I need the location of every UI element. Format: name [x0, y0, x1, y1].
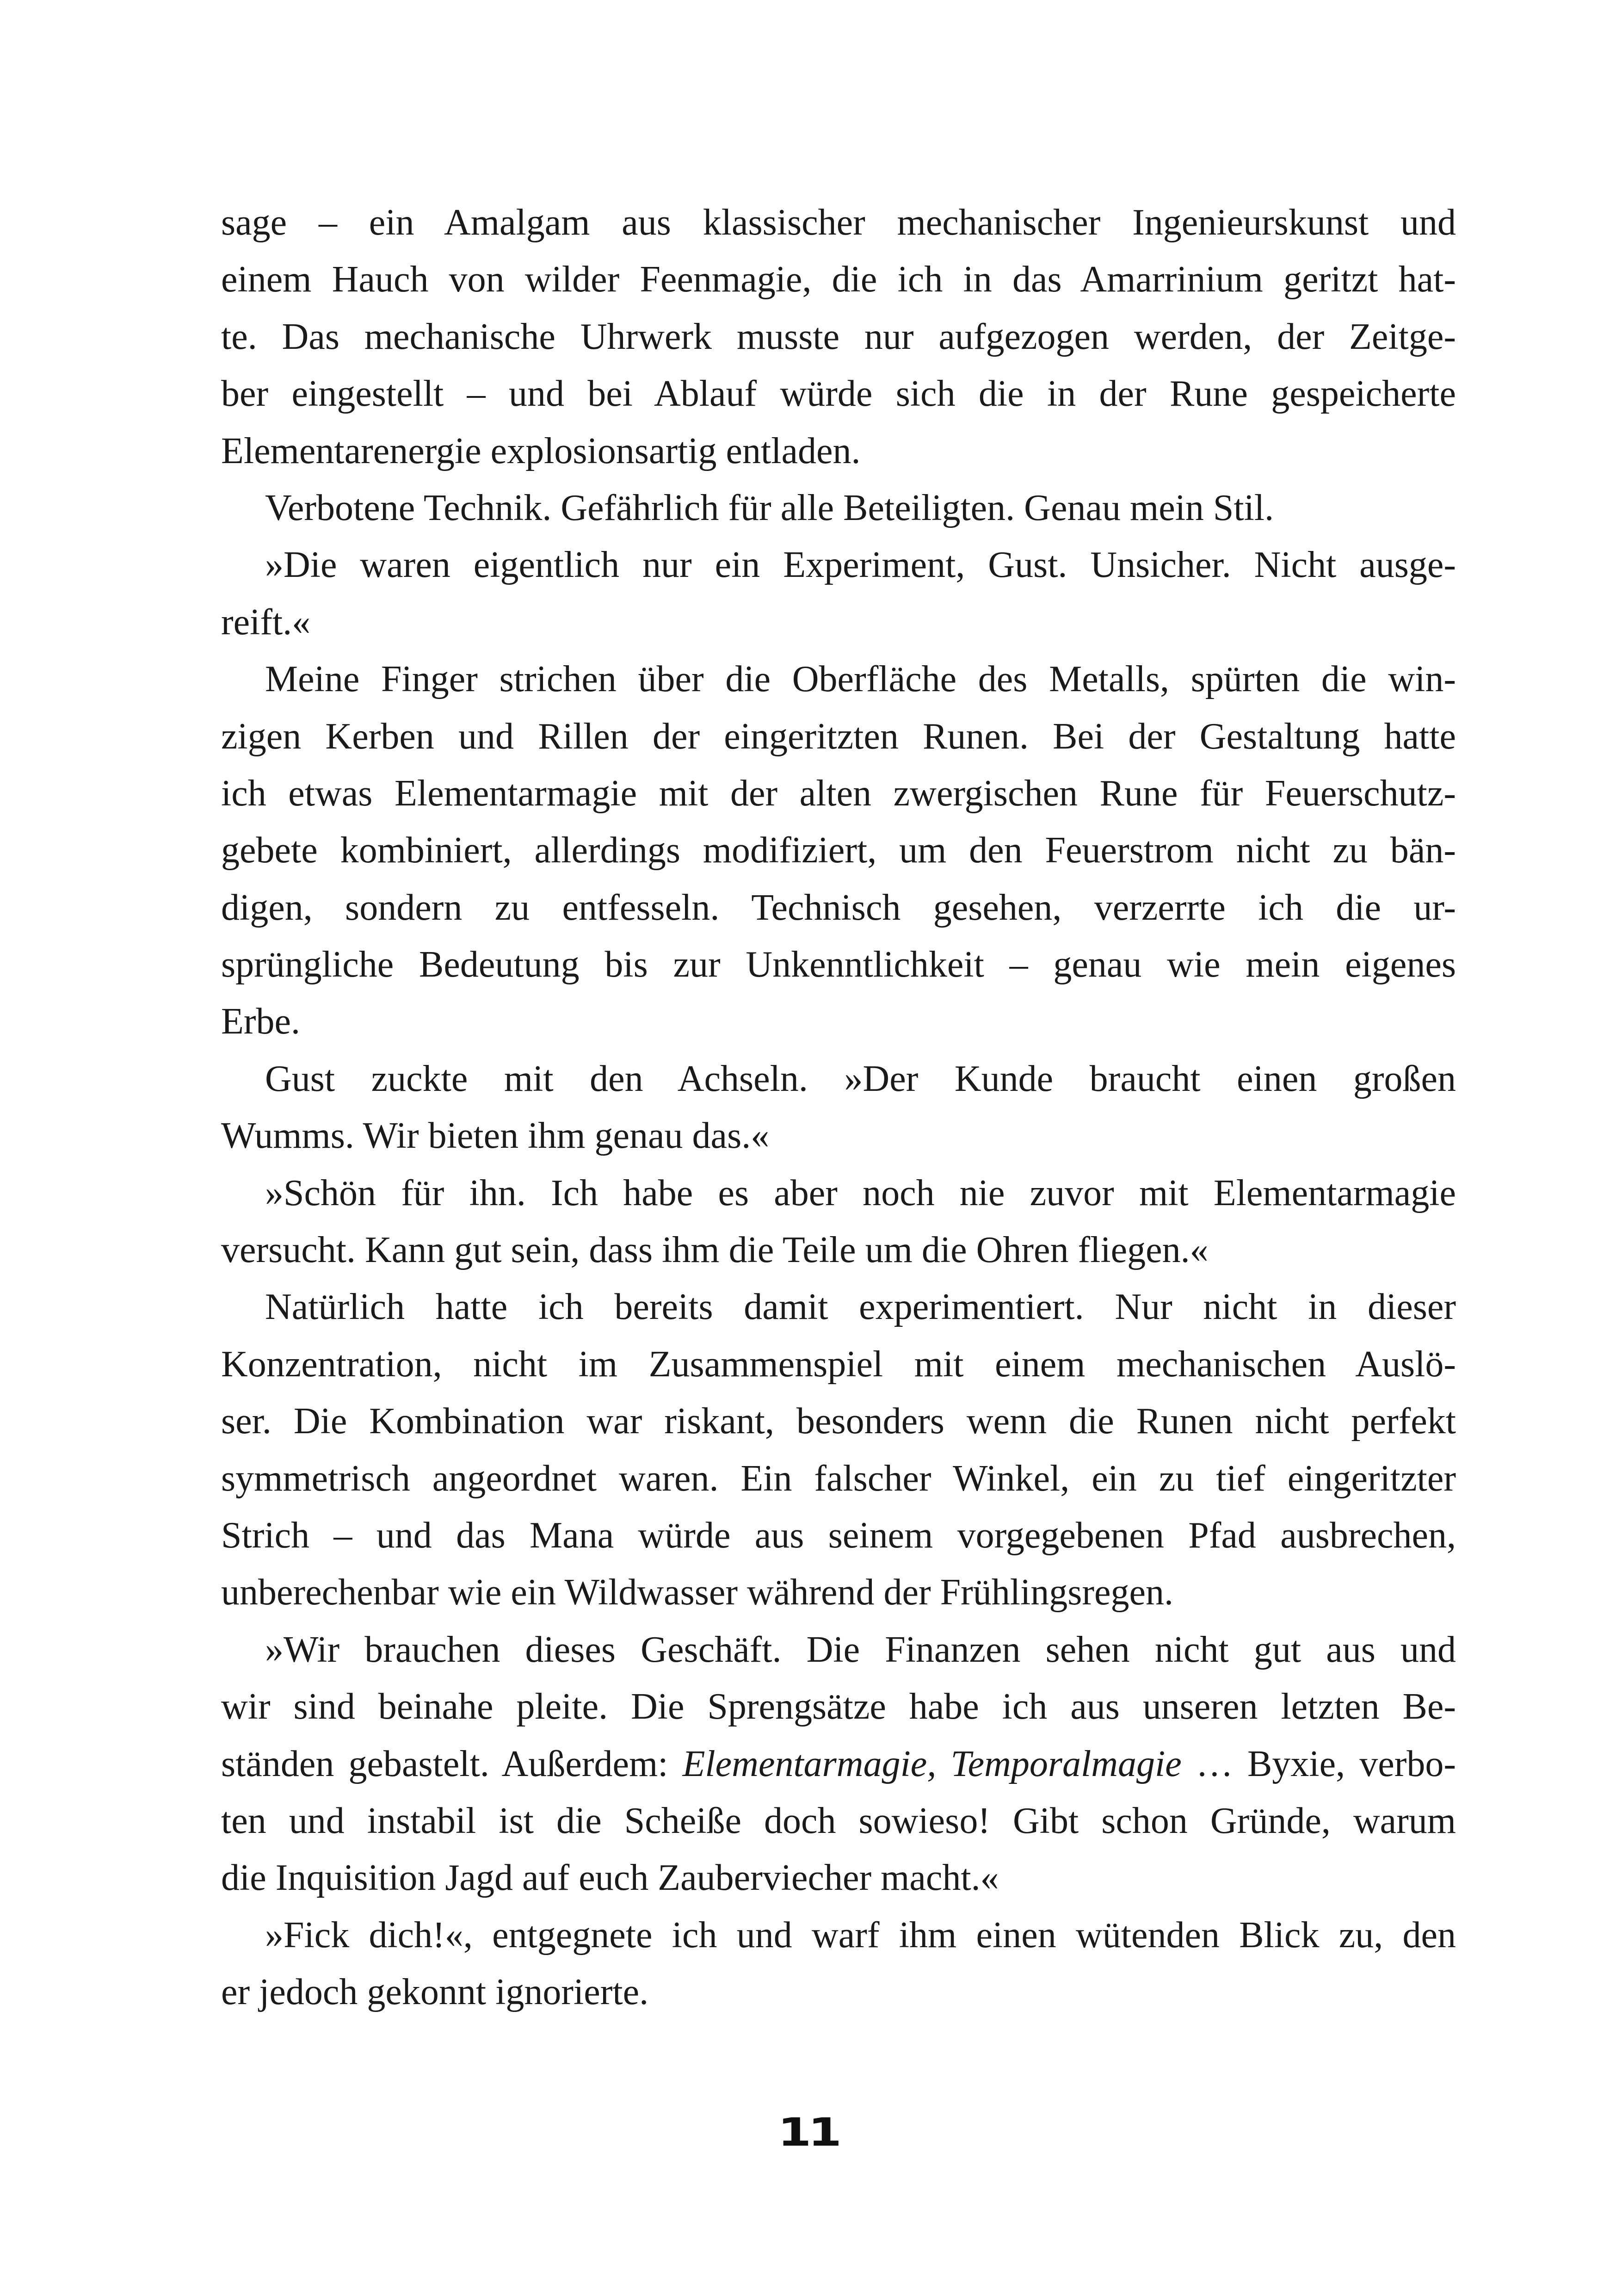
text-line: ten und instabil ist die Scheiße doch sowieso! Gibt schon Gründe, warum [221, 1800, 1456, 1841]
text-line: symmetrisch angeordnet waren. Ein falscher Winkel, ein zu tief eingeritzter [221, 1458, 1456, 1499]
text-line: Erbe. [221, 1001, 301, 1042]
text-line: sage – ein Amalgam aus klassischer mechanischer Ingenieurskunst und [221, 202, 1456, 243]
text-line: ich etwas Elementarmagie mit der alten zwergischen Rune für Feuerschutz- [221, 773, 1456, 814]
text-line: Meine Finger strichen über die Oberfläche des Metalls, spürten die win- [265, 659, 1456, 700]
text-line: Elementarenergie explosionsartig entladen. [221, 430, 861, 471]
text-line: ser. Die Kombination war riskant, besonders wenn die Runen nicht perfekt [221, 1401, 1456, 1442]
text-line: Natürlich hatte ich bereits damit experimentiert. Nur nicht in dieser [265, 1287, 1456, 1328]
text-line: »Schön für ihn. Ich habe es aber noch nie zuvor mit Elementarmagie [265, 1172, 1456, 1213]
text-line: er jedoch gekonnt ignorierte. [221, 1972, 649, 2013]
text-line: Strich – und das Mana würde aus seinem vorgegebenen Pfad ausbrechen, [221, 1515, 1456, 1556]
text-segment: … Byxie, verbo- [1181, 1743, 1456, 1784]
text-line: versucht. Kann gut sein, dass ihm die Teile um die Ohren fliegen.« [221, 1230, 1209, 1271]
text-line: gebete kombiniert, allerdings modifiziert, um den Feuerstrom nicht zu bän- [221, 830, 1456, 871]
text-line: Gust zuckte mit den Achseln. »Der Kunde braucht einen großen [265, 1058, 1456, 1099]
text-line: zigen Kerben und Rillen der eingeritzten Runen. Bei der Gestaltung hatte [221, 716, 1456, 757]
text-line: reift.« [221, 601, 311, 643]
text-line: die Inquisition Jagd auf euch Zauberviecher macht.« [221, 1857, 999, 1899]
text-line: Konzentration, nicht im Zusammenspiel mit einem mechanischen Auslö- [221, 1343, 1456, 1385]
text-line: »Die waren eigentlich nur ein Experiment, Gust. Unsicher. Nicht ausge- [265, 545, 1456, 586]
text-line: Verbotene Technik. Gefährlich für alle Beteiligten. Genau mein Stil. [265, 487, 1274, 528]
text-line: te. Das mechanische Uhrwerk musste nur aufgezogen werden, der Zeitge- [221, 316, 1456, 357]
italic-segment: Elementarmagie, Temporalmagie [682, 1743, 1182, 1784]
text-line: Wumms. Wir bieten ihm genau das.« [221, 1115, 770, 1157]
text-line: »Wir brauchen dieses Geschäft. Die Finanzen sehen nicht gut aus und [265, 1629, 1456, 1670]
text-line: ber eingestellt – und bei Ablauf würde sich die in der Rune gespeicherte [221, 373, 1456, 415]
text-line: unberechenbar wie ein Wildwasser während der Frühlingsregen. [221, 1572, 1174, 1613]
text-line [221, 1736, 1456, 1793]
text-line: sprüngliche Bedeutung bis zur Unkenntlichkeit – genau wie mein eigenes [221, 944, 1456, 985]
text-line: wir sind beinahe pleite. Die Sprengsätze habe ich aus unseren letzten Be- [221, 1686, 1456, 1727]
text-line: »Fick dich!«, entgegnete ich und warf ihm einen wütenden Blick zu, den [265, 1914, 1456, 1956]
text-segment: ständen gebastelt. Außerdem: [221, 1743, 683, 1784]
page-number: 11 [777, 2110, 839, 2155]
text-line: einem Hauch von wilder Feenmagie, die ich in das Amarrinium geritzt hat- [221, 259, 1456, 300]
body-text [221, 194, 1456, 2021]
text-line: digen, sondern zu entfesseln. Technisch gesehen, verzerrte ich die ur- [221, 887, 1456, 928]
